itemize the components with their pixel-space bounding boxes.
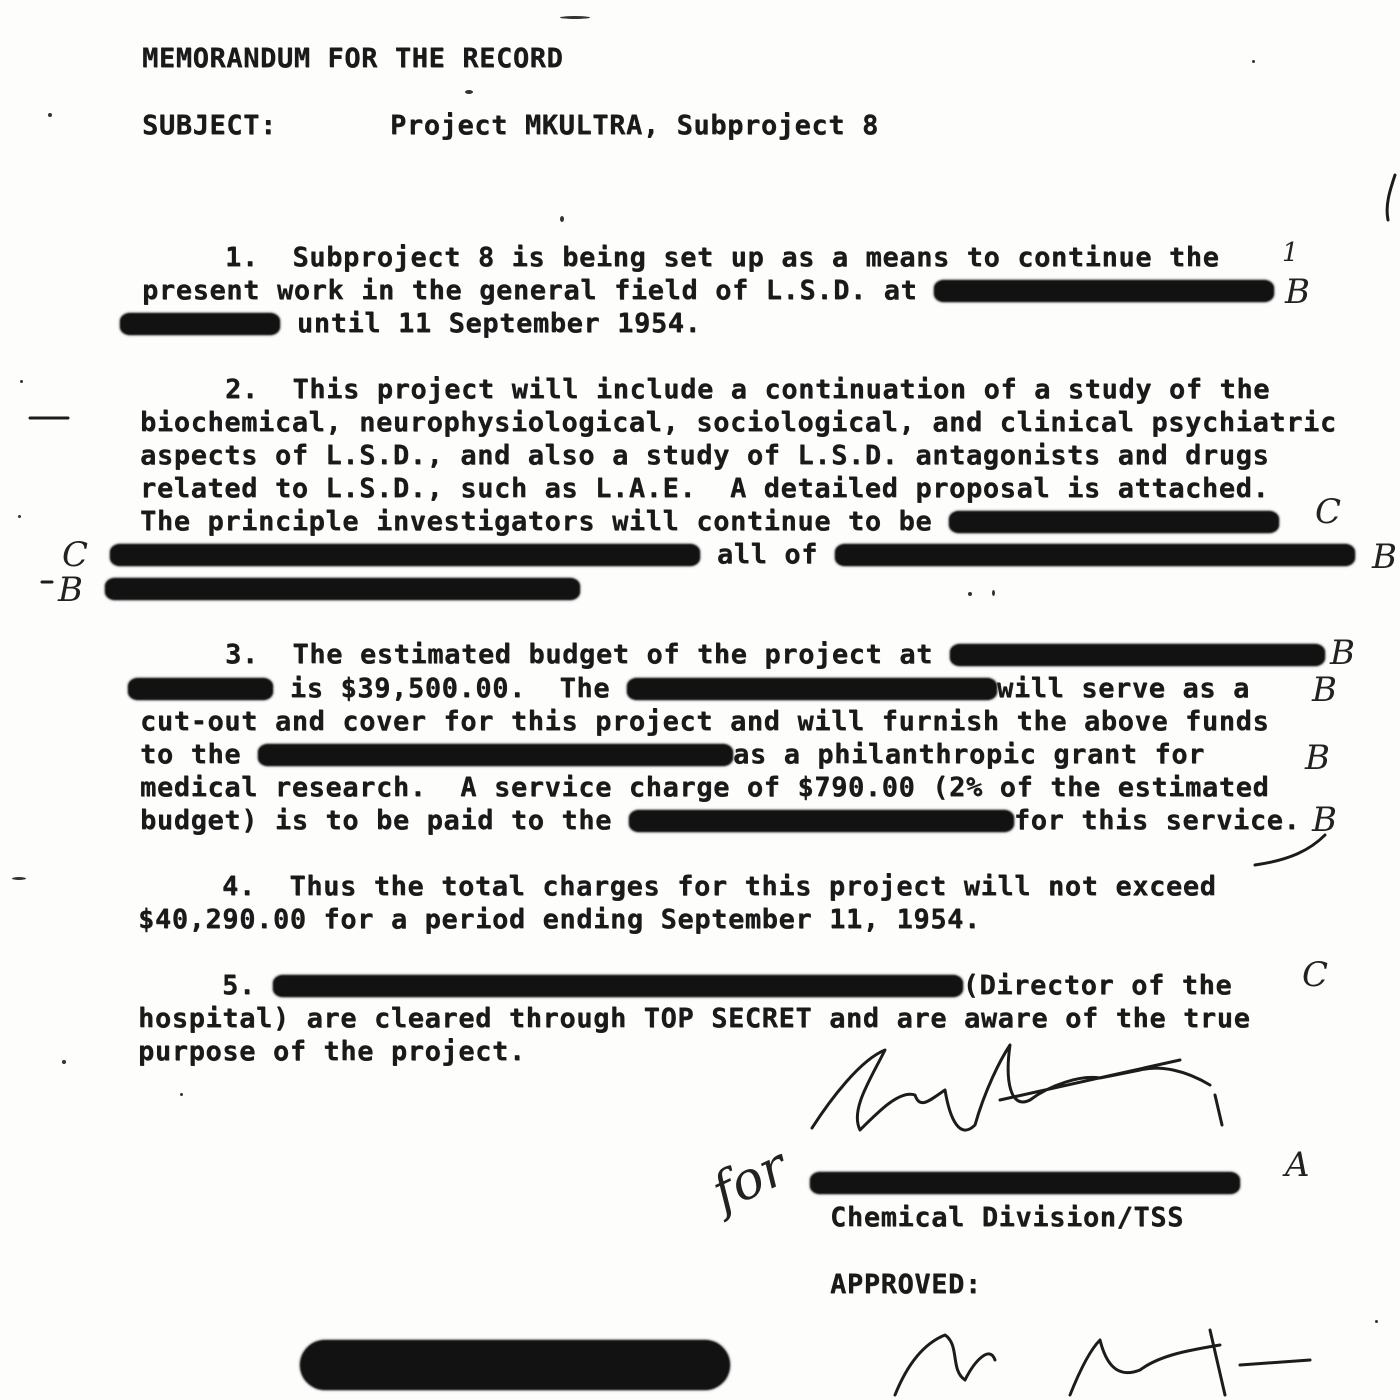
p1-line2: present work in the general field of L.S.D. at bbox=[142, 276, 1274, 306]
p5-line3: purpose of the project. bbox=[138, 1036, 526, 1067]
p3-line2: is $39,500.00. The will serve as a bbox=[128, 674, 1250, 704]
p4-line2: $40,290.00 for a period ending September 11, 1954. bbox=[138, 904, 981, 935]
margin-bracket-right bbox=[1255, 835, 1325, 865]
margin-tick-right bbox=[1387, 175, 1395, 220]
p3-line1: 3. The estimated budget of the project at bbox=[225, 640, 1325, 670]
p2-line6: all of bbox=[110, 540, 1355, 570]
p1-line1: 1. Subproject 8 is being set up as a means to continue the bbox=[225, 242, 1220, 273]
subject-label: SUBJECT: bbox=[142, 110, 277, 141]
p2-line1: 2. This project will include a continuation of a study of the bbox=[225, 374, 1271, 405]
margin-mark: B bbox=[1372, 537, 1397, 577]
p2-line5: The principle investigators will continue to be bbox=[140, 507, 1279, 537]
margin-mark: B bbox=[1285, 272, 1310, 312]
margin-mark: B bbox=[1312, 670, 1337, 710]
p2-line4: related to L.S.D., such as L.A.E. A detailed proposal is attached. bbox=[140, 473, 1270, 504]
margin-mark: B bbox=[1330, 633, 1355, 673]
approved-label: APPROVED: bbox=[830, 1269, 982, 1300]
margin-mark: C bbox=[1302, 955, 1329, 995]
p3-line4: to the as a philanthropic grant for bbox=[140, 739, 1205, 770]
margin-mark: C bbox=[1315, 492, 1342, 532]
p2-line3: aspects of L.S.D., and also a study of L.S.D. antagonists and drugs bbox=[140, 440, 1270, 471]
subject-value: Project MKULTRA, Subproject 8 bbox=[390, 110, 879, 141]
p3-line5: medical research. A service charge of $790.00 (2% of the estimated bbox=[140, 772, 1270, 803]
p5-line2: hospital) are cleared through TOP SECRET and are aware of the true bbox=[138, 1003, 1251, 1034]
margin-mark: B bbox=[1312, 800, 1337, 840]
p3-line6: budget) is to be paid to the for this service. bbox=[140, 805, 1301, 836]
margin-mark: B bbox=[1305, 738, 1330, 778]
for-annotation: for bbox=[702, 1136, 797, 1224]
memo-header: MEMORANDUM FOR THE RECORD bbox=[142, 43, 564, 74]
margin-mark: C bbox=[62, 535, 89, 575]
p1-line3: until 11 September 1954. bbox=[120, 309, 701, 339]
signature-upper bbox=[812, 1045, 1222, 1130]
p3-line3: cut-out and cover for this project and will furnish the above funds bbox=[140, 706, 1270, 737]
margin-mark: 1 bbox=[1282, 238, 1299, 268]
p5-line1: 5. (Director of the bbox=[222, 970, 1233, 1001]
signature-lower bbox=[895, 1330, 1310, 1395]
margin-mark: B bbox=[58, 570, 83, 610]
division-label: Chemical Division/TSS bbox=[830, 1202, 1184, 1233]
p4-line1: 4. Thus the total charges for this project will not exceed bbox=[222, 871, 1217, 902]
margin-mark: A bbox=[1285, 1145, 1310, 1185]
p2-line2: biochemical, neurophysiological, sociological, and clinical psychiatric bbox=[140, 407, 1337, 438]
